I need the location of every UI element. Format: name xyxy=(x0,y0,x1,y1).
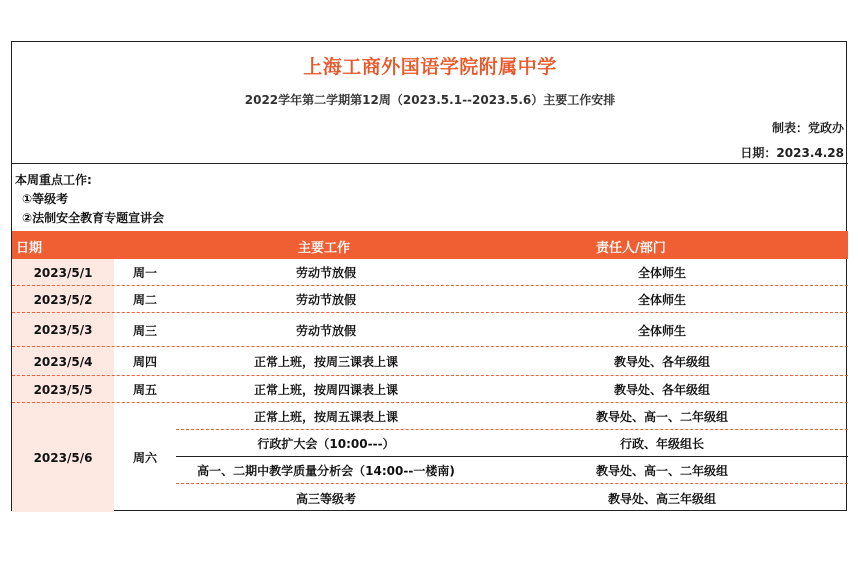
date-cell: 2023/5/1 xyxy=(12,259,114,286)
owner-cell: 教导处、各年级组 xyxy=(613,355,710,369)
work-cell: 正常上班，按周三课表上课 xyxy=(253,355,398,369)
work-cell: 高一、二期中教学质量分析会（14:00--一楼南) xyxy=(197,464,455,478)
weekday-cell: 周六 xyxy=(132,451,157,465)
column-header-work: 主要工作 xyxy=(298,241,351,256)
column-header-owner: 责任人/部门 xyxy=(596,241,666,256)
made-by-label: 制表：党政办 xyxy=(771,121,844,135)
work-cell: 正常上班，按周五课表上课 xyxy=(253,410,398,424)
focus-item: ①等级考 xyxy=(22,192,69,206)
weekday-cell: 周五 xyxy=(132,383,157,397)
focus-item: ②法制安全教育专题宣讲会 xyxy=(22,211,165,225)
page-title: 上海工商外国语学院附属中学 xyxy=(303,56,557,78)
owner-cell: 全体师生 xyxy=(637,293,686,307)
owner-cell: 教导处、高一、二年级组 xyxy=(595,410,728,424)
date-cell: 2023/5/6 xyxy=(12,403,114,512)
weekday-cell: 周一 xyxy=(132,266,157,280)
work-cell: 劳动节放假 xyxy=(295,293,356,307)
focus-heading: 本周重点工作: xyxy=(15,173,92,187)
owner-cell: 全体师生 xyxy=(637,266,686,280)
date-label: 日期：2023.4.28 xyxy=(740,146,844,160)
work-cell: 高三等级考 xyxy=(295,491,356,506)
table-header-row xyxy=(12,231,848,259)
weekday-cell: 周二 xyxy=(132,293,157,307)
column-header-date: 日期 xyxy=(16,241,43,256)
work-cell: 正常上班，按周四课表上课 xyxy=(253,383,398,397)
work-cell: 行政扩大会（10:00---） xyxy=(257,437,395,451)
date-cell: 2023/5/5 xyxy=(12,376,114,403)
weekday-cell: 周三 xyxy=(132,323,157,338)
owner-cell: 教导处、各年级组 xyxy=(613,383,710,397)
weekday-cell: 周四 xyxy=(132,355,157,369)
work-cell: 劳动节放假 xyxy=(295,323,356,338)
date-cell: 2023/5/3 xyxy=(12,313,114,347)
owner-cell: 教导处、高三年级组 xyxy=(607,491,716,506)
work-cell: 劳动节放假 xyxy=(295,266,356,280)
page-subtitle: 2022学年第二学期第12周（2023.5.1--2023.5.6）主要工作安排 xyxy=(244,93,616,107)
owner-cell: 教导处、高一、二年级组 xyxy=(595,464,728,478)
owner-cell: 全体师生 xyxy=(637,323,686,338)
header-divider xyxy=(12,163,848,164)
owner-cell: 行政、年级组长 xyxy=(619,437,704,451)
schedule-sheet xyxy=(11,41,847,511)
date-cell: 2023/5/4 xyxy=(12,347,114,376)
date-cell: 2023/5/2 xyxy=(12,286,114,313)
